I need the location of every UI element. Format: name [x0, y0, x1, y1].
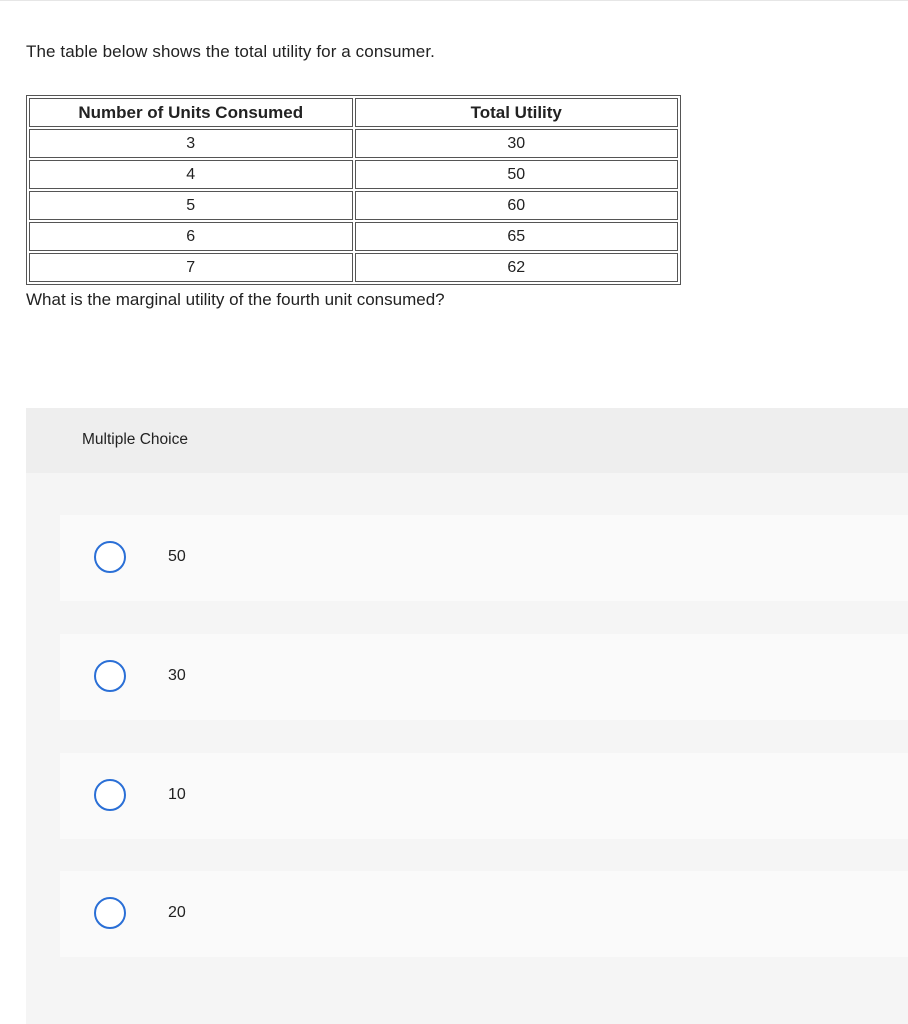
units-cell: 6 — [29, 222, 353, 251]
radio-button-icon[interactable] — [94, 660, 126, 692]
utility-cell: 62 — [355, 253, 679, 282]
units-cell: 5 — [29, 191, 353, 220]
column-header-total-utility: Total Utility — [355, 98, 679, 127]
table-row — [29, 160, 678, 189]
answer-option-label: 50 — [168, 548, 186, 565]
units-cell: 7 — [29, 253, 353, 282]
table-row — [29, 222, 678, 251]
utility-cell: 60 — [355, 191, 679, 220]
question-intro: The table below shows the total utility for a consumer. — [26, 42, 435, 61]
radio-button-icon[interactable] — [94, 779, 126, 811]
utility-cell: 65 — [355, 222, 679, 251]
column-header-units: Number of Units Consumed — [29, 98, 353, 127]
answer-option-label: 30 — [168, 667, 186, 684]
answer-option-4[interactable] — [60, 871, 908, 957]
multiple-choice-header — [26, 408, 908, 473]
table-header-row — [29, 98, 678, 127]
multiple-choice-panel — [26, 408, 908, 1024]
answer-option-label: 20 — [168, 904, 186, 921]
answer-option-1[interactable] — [60, 515, 908, 601]
utility-cell: 50 — [355, 160, 679, 189]
utility-table — [26, 95, 681, 285]
question-prompt: What is the marginal utility of the fourth unit consumed? — [26, 290, 445, 309]
units-cell: 4 — [29, 160, 353, 189]
utility-cell: 30 — [355, 129, 679, 158]
answer-option-2[interactable] — [60, 634, 908, 720]
answer-option-label: 10 — [168, 786, 186, 803]
top-divider — [0, 0, 908, 1]
multiple-choice-title: Multiple Choice — [82, 431, 188, 448]
answer-option-3[interactable] — [60, 753, 908, 839]
table-row — [29, 253, 678, 282]
units-cell: 3 — [29, 129, 353, 158]
table-row — [29, 129, 678, 158]
radio-button-icon[interactable] — [94, 897, 126, 929]
table-row — [29, 191, 678, 220]
radio-button-icon[interactable] — [94, 541, 126, 573]
